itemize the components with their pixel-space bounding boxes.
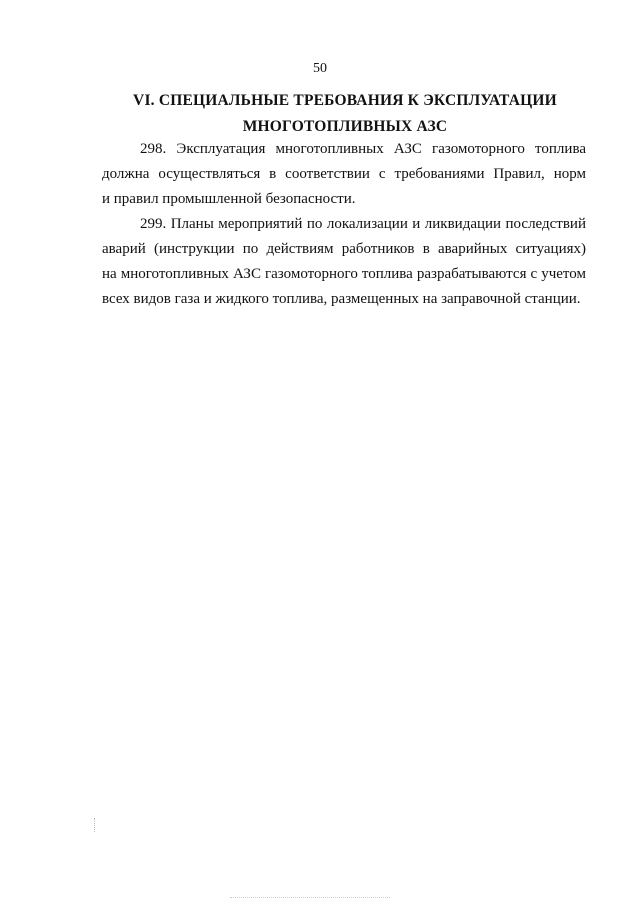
paragraph-299 xyxy=(102,212,586,312)
paragraph-line: должна осуществляться в соответствии с требованиями Правил, норм xyxy=(102,166,586,182)
scan-margin-mark xyxy=(94,818,96,832)
section-heading-line-2: МНОГОТОПЛИВНЫХ АЗС xyxy=(242,118,448,135)
paragraph-298 xyxy=(102,137,586,212)
paragraph-line: всех видов газа и жидкого топлива, размещенных на заправочной станции. xyxy=(102,291,581,307)
paragraph-line: и правил промышленной безопасности. xyxy=(102,191,356,207)
section-heading xyxy=(100,88,590,140)
page-number: 50 xyxy=(313,61,327,76)
body-text xyxy=(102,137,586,312)
scan-bottom-mark xyxy=(230,897,390,898)
section-heading-line-1: VI. СПЕЦИАЛЬНЫЕ ТРЕБОВАНИЯ К ЭКСПЛУАТАЦИИ xyxy=(133,92,557,109)
paragraph-line: на многотопливных АЗС газомоторного топлива разрабатываются с учетом xyxy=(102,266,586,282)
paragraph-line: 299. Планы мероприятий по локализации и ликвидации последствий xyxy=(140,216,586,232)
paragraph-line: аварий (инструкции по действиям работников в аварийных ситуациях) xyxy=(102,241,586,257)
paragraph-line: 298. Эксплуатация многотопливных АЗС газомоторного топлива xyxy=(140,141,586,157)
